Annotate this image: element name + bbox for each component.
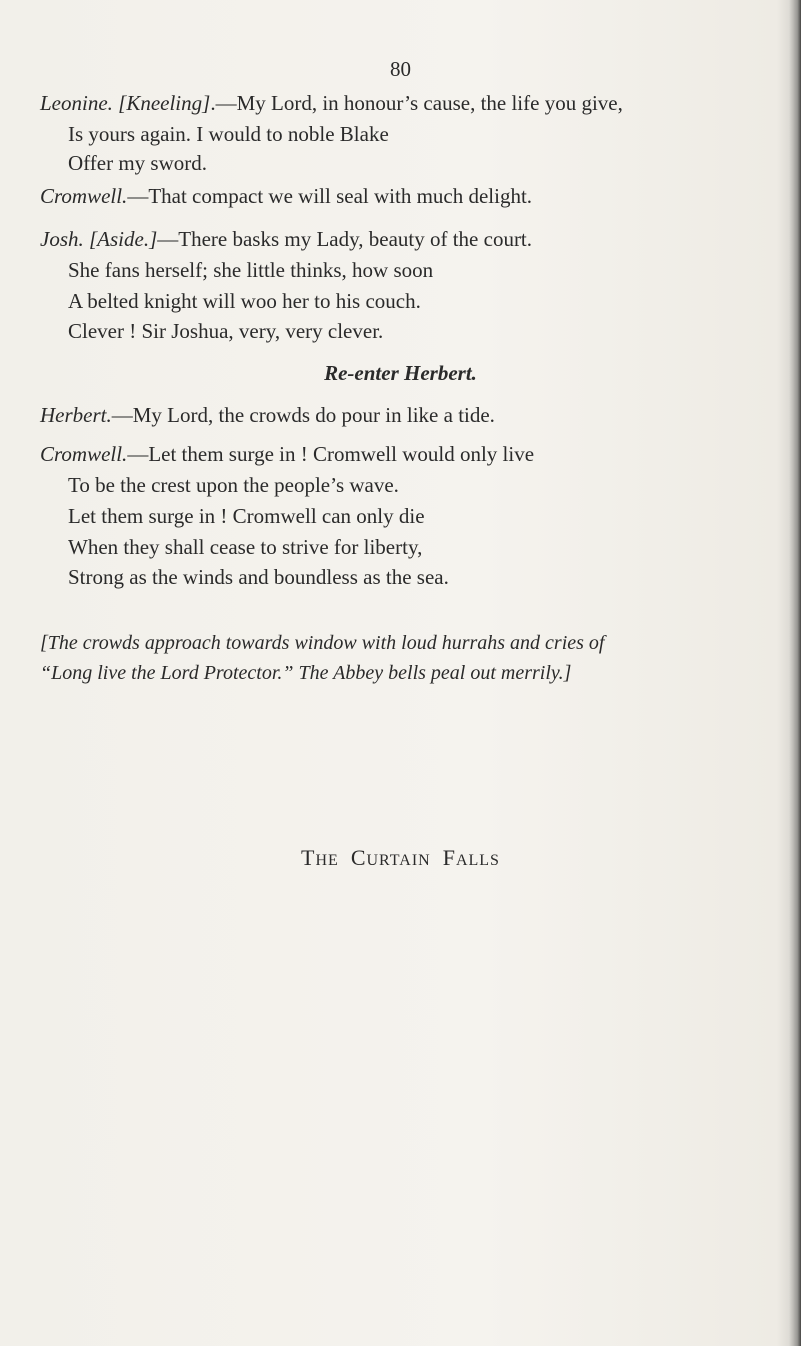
verse-line: Offer my sword. xyxy=(68,151,208,175)
verse-line xyxy=(40,183,532,209)
speaker-name: Josh. xyxy=(40,227,84,251)
stage-direction: [Aside.] xyxy=(89,227,158,251)
stage-direction: [The crowds approach towards window with loud hurrahs and cries of xyxy=(40,632,605,654)
dialogue-text: —That compact we will seal with much delight. xyxy=(127,184,533,208)
dialogue-text: —Let them surge in ! Cromwell would only live xyxy=(127,442,535,466)
verse-line: Is yours again. I would to noble Blake xyxy=(68,122,389,146)
dialogue-text: —There basks my Lady, beauty of the court. xyxy=(157,227,533,251)
verse-line xyxy=(40,441,534,467)
verse-line: A belted knight will woo her to his couch. xyxy=(68,289,421,313)
verse-line xyxy=(40,402,495,428)
stage-direction: [Kneeling] xyxy=(118,91,211,115)
verse-line: Clever ! Sir Joshua, very, very clever. xyxy=(68,319,384,343)
verse-line: When they shall cease to strive for liberty, xyxy=(68,535,423,559)
verse-line: Let them surge in ! Cromwell can only die xyxy=(68,504,425,528)
dialogue-text: —My Lord, the crowds do pour in like a tide. xyxy=(111,403,495,427)
closing-line: THE CURTAIN FALLS xyxy=(301,845,500,870)
speaker-name: Leonine. xyxy=(40,91,113,115)
speaker-name: Cromwell. xyxy=(40,442,128,466)
speaker-name: Cromwell. xyxy=(40,184,128,208)
stage-entrance: Re-enter Herbert. xyxy=(324,361,477,385)
dialogue-text: .—My Lord, in honour’s cause, the life you give, xyxy=(210,91,623,115)
verse-line xyxy=(40,226,532,252)
speaker-name: Herbert. xyxy=(40,403,112,427)
page-edge-shadow xyxy=(789,0,801,1346)
verse-line: Strong as the winds and boundless as the sea. xyxy=(68,565,449,589)
page-number: 80 xyxy=(390,57,411,81)
stage-direction: “Long live the Lord Protector.” The Abbey bells peal out merrily.] xyxy=(40,662,572,684)
verse-line: She fans herself; she little thinks, how soon xyxy=(68,258,434,282)
verse-line xyxy=(40,90,623,116)
verse-line: To be the crest upon the people’s wave. xyxy=(68,473,399,497)
